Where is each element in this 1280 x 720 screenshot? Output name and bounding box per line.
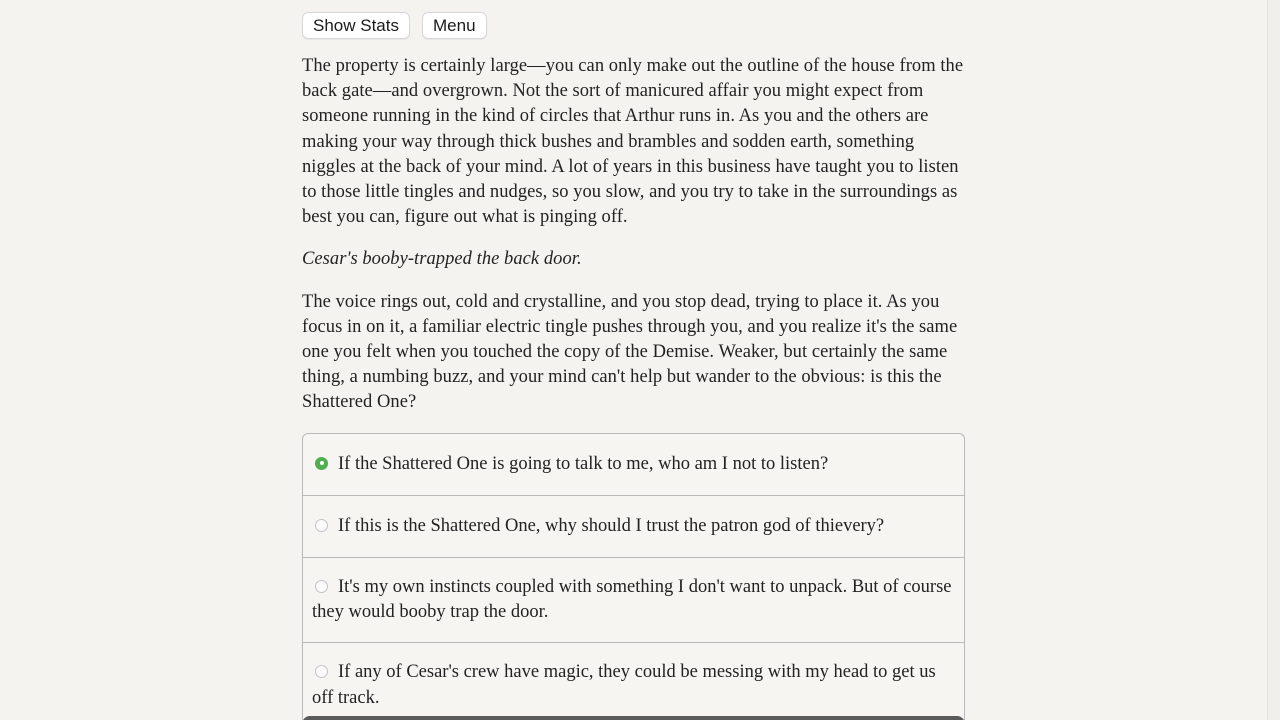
choice-option-1[interactable] bbox=[303, 434, 964, 496]
show-stats-button[interactable]: Show Stats bbox=[302, 12, 410, 39]
choice-option-2[interactable] bbox=[303, 496, 964, 558]
next-button-edge[interactable] bbox=[302, 716, 965, 720]
scrollbar-track[interactable] bbox=[1267, 0, 1280, 720]
choice-option-4[interactable] bbox=[303, 643, 964, 720]
game-content bbox=[302, 12, 965, 720]
choice-label-1: If the Shattered One is going to talk to me, who am I not to listen? bbox=[338, 453, 829, 474]
radio-unselected-icon[interactable] bbox=[315, 519, 328, 532]
top-buttons bbox=[302, 12, 965, 39]
radio-unselected-icon[interactable] bbox=[315, 580, 328, 593]
radio-unselected-icon[interactable] bbox=[315, 665, 328, 678]
radio-selected-icon[interactable] bbox=[315, 457, 328, 470]
choice-label-2: If this is the Shattered One, why should I trust the patron god of thievery? bbox=[338, 515, 885, 536]
choice-list bbox=[302, 433, 965, 720]
menu-button[interactable]: Menu bbox=[422, 12, 487, 39]
choice-label-3: It's my own instincts coupled with something I don't want to unpack. But of course they would booby trap the door. bbox=[312, 577, 952, 623]
story-paragraph-1: The property is certainly large—you can only make out the outline of the house from the back gate—and overgrown. Not the sort of manicured affair you might expect from someone running in the kind of circles that Arthur runs in. As you and the others are making your way through thick bushes and brambles and sodden earth, something niggles at the back of your mind. A lot of years in this business have taught you to listen to those little tingles and nudges, so you slow, and you try to take in the surroundings as best you can, figure out what is pinging off. bbox=[302, 56, 964, 228]
story-paragraph-2: The voice rings out, cold and crystalline, and you stop dead, trying to place it. As you focus in on it, a familiar electric tingle pushes through you, and you realize it's the same one you felt when you touched the copy of the Demise. Weaker, but certainly the same thing, a numbing buzz, and your mind can't help but wander to the obvious: is this the Shattered One? bbox=[302, 291, 958, 413]
voice-line: Cesar's booby-trapped the back door. bbox=[302, 249, 582, 270]
choice-label-4: If any of Cesar's crew have magic, they could be messing with my head to get us off track. bbox=[312, 662, 936, 708]
choice-option-3[interactable] bbox=[303, 558, 964, 643]
